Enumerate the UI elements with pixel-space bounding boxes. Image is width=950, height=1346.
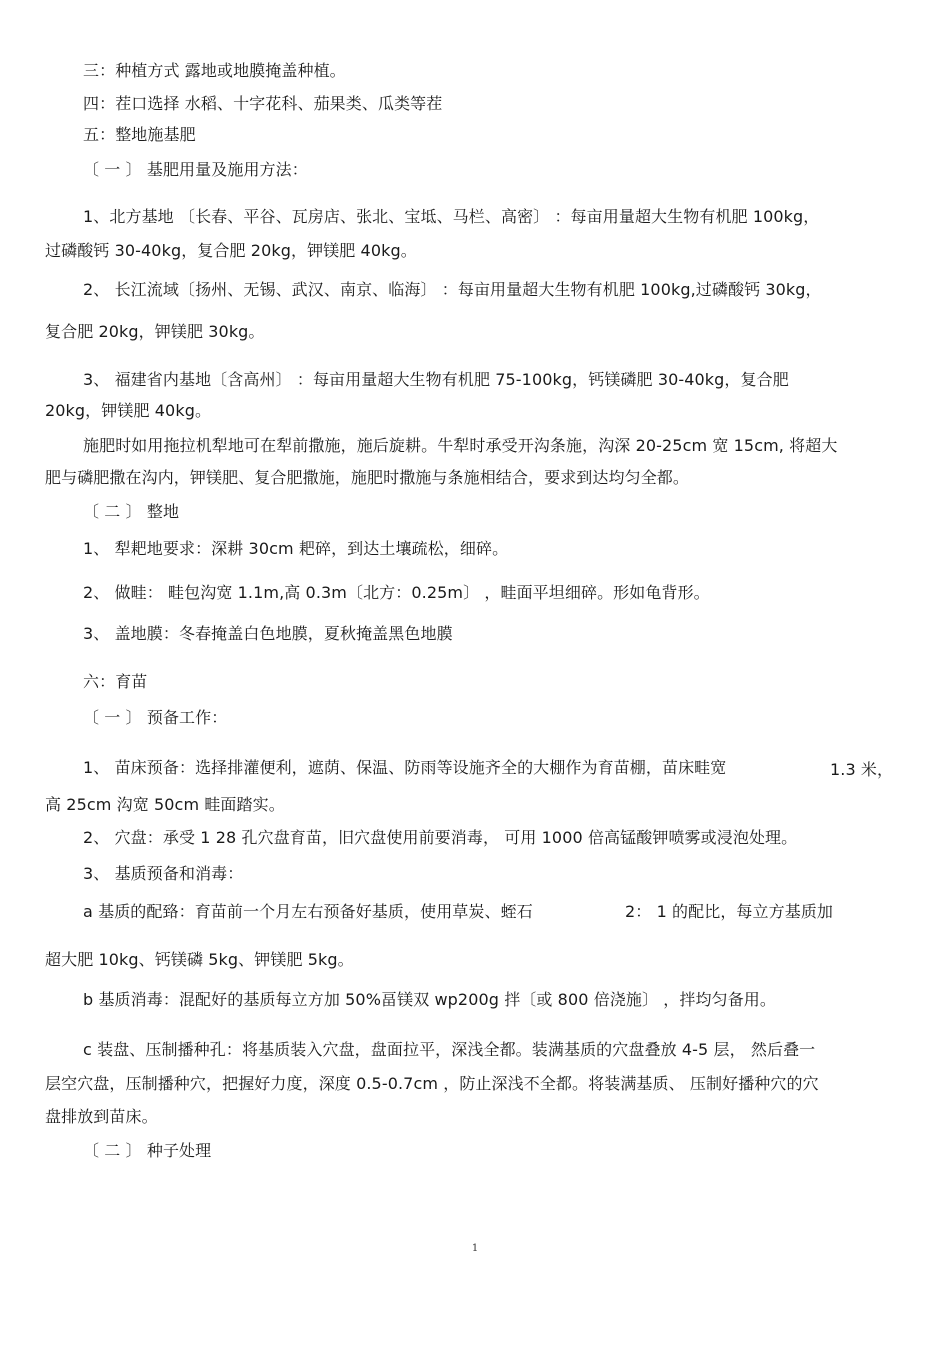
section-six-heading: 六：育苗 — [83, 672, 148, 691]
paragraph-line: 高 25cm 沟宽 50cm 畦面踏实。 — [45, 795, 285, 814]
paragraph-line: 过磷酸钙 30-40kg，复合肥 20kg，钾镁肥 40kg。 — [45, 241, 417, 260]
subsection-seed-treatment: 〔 二 〕 种子处理 — [83, 1141, 212, 1160]
paragraph-line: 3、 福建省内基地〔含高州〕 ：每亩用量超大生物有机肥 75-100kg，钙镁磷肥 30-40kg，复合肥 — [83, 370, 789, 389]
paragraph-line: 2、 长江流域〔扬州、无锡、武汉、南京、临海〕 ：每亩用量超大生物有机肥 100kg,过磷酸钙 30kg， — [83, 280, 822, 299]
subsection-base-fertilizer: 〔 一 〕 基肥用量及施用方法： — [83, 160, 308, 179]
paragraph-line: 3、 基质预备和消毒： — [83, 864, 244, 883]
paragraph-line: 盘排放到苗床。 — [45, 1107, 158, 1126]
paragraph-line: 20kg，钾镁肥 40kg。 — [45, 401, 212, 420]
paragraph-line-fragment: 2： 1 的配比，每立方基质加 — [625, 902, 834, 921]
page-number: 1 — [471, 1243, 479, 1254]
section-five-heading: 五：整地施基肥 — [83, 125, 196, 144]
section-three-heading: 三：种植方式 露地或地膜掩盖种植。 — [83, 61, 346, 80]
subsection-land-preparation: 〔 二 〕 整地 — [83, 502, 180, 521]
paragraph-line: 2、 做畦： 畦包沟宽 1.1m,高 0.3m〔北方：0.25m〕 ，畦面平坦细碎。形如龟背形。 — [83, 583, 710, 602]
paragraph-line: 复合肥 20kg，钾镁肥 30kg。 — [45, 322, 265, 341]
paragraph-line: 3、 盖地膜：冬春掩盖白色地膜，夏秋掩盖黑色地膜 — [83, 624, 453, 643]
paragraph-line: 1、北方基地 〔长春、平谷、瓦房店、张北、宝坻、马栏、高密〕 ：每亩用量超大生物有机肥 100kg， — [83, 207, 820, 226]
paragraph-line: 施肥时如用拖拉机犁地可在犁前撒施，施后旋耕。牛犁时承受开沟条施，沟深 20-25cm 宽 15cm, 将超大 — [83, 436, 838, 455]
paragraph-line: b 基质消毒：混配好的基质每立方加 50%畐镁双 wp200g 拌〔或 800 倍浇施〕 ，拌均匀备用。 — [83, 990, 776, 1009]
paragraph-line: 层空穴盘，压制播种穴，把握好力度，深度 0.5-0.7cm ，防止深浅不全都。将装满基质、 压制好播种穴的穴 — [45, 1074, 819, 1093]
subsection-preparation: 〔 一 〕 预备工作： — [83, 708, 228, 727]
section-four-heading: 四：茬口选择 水稻、十字花科、茄果类、瓜类等茬 — [83, 94, 443, 113]
paragraph-line: 1、 苗床预备：选择排灌便利，遮荫、保温、防雨等设施齐全的大棚作为育苗棚，苗床畦宽 — [83, 758, 727, 777]
paragraph-line-fragment: 1.3 米， — [830, 760, 894, 779]
paragraph-line: a 基质的配臵：育苗前一个月左右预备好基质，使用草炭、蛭石 — [83, 902, 533, 921]
paragraph-line: c 装盘、压制播种孔：将基质装入穴盘，盘面拉平，深浅全都。装满基质的穴盘叠放 4-5 层， 然后叠一 — [83, 1040, 816, 1059]
paragraph-line: 1、 犁耙地要求：深耕 30cm 耙碎，到达土壤疏松，细碎。 — [83, 539, 509, 558]
paragraph-line: 2、 穴盘：承受 1 28 孔穴盘育苗，旧穴盘使用前要消毒， 可用 1000 倍高锰酸钾喷雾或浸泡处理。 — [83, 828, 798, 847]
paragraph-line: 肥与磷肥撒在沟内，钾镁肥、复合肥撒施，施肥时撒施与条施相结合，要求到达均匀全都。 — [45, 468, 690, 487]
paragraph-line: 超大肥 10kg、钙镁磷 5kg、钾镁肥 5kg。 — [45, 950, 354, 969]
